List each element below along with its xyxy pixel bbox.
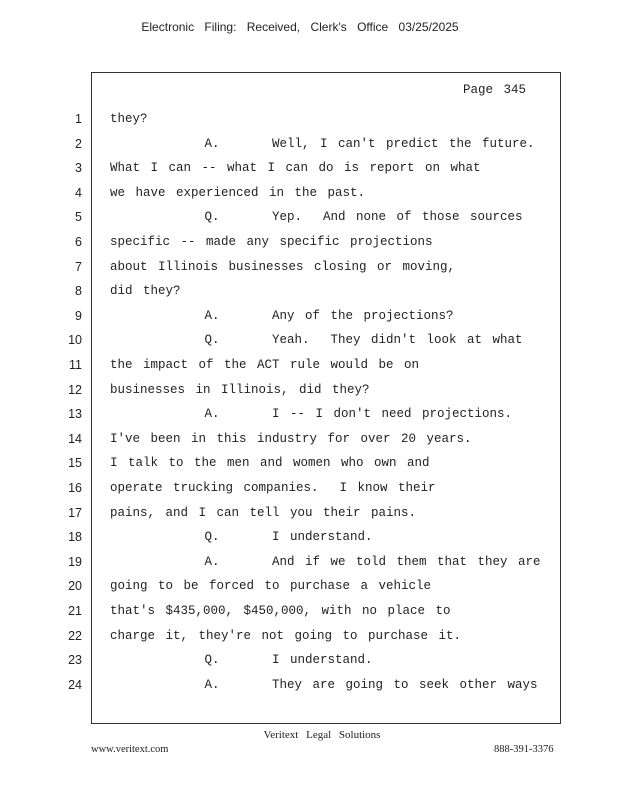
- line-number: 19: [68, 554, 82, 569]
- transcript-line: [0, 481, 618, 501]
- line-text: about Illinois businesses closing or moving,: [110, 259, 456, 274]
- line-number: 10: [68, 333, 82, 348]
- transcript-line: [0, 456, 618, 476]
- transcript-line: [0, 604, 618, 624]
- line-text: operate trucking companies. I know their: [110, 481, 436, 495]
- transcript-line: [0, 210, 618, 230]
- line-text: A. They are going to seek other ways: [110, 677, 538, 692]
- transcript-line: [0, 432, 618, 452]
- line-text: I've been in this industry for over 20 years.: [110, 431, 472, 446]
- line-text: that's $435,000, $450,000, with no place to: [110, 604, 451, 618]
- page-number: Page 345: [463, 83, 527, 97]
- transcript-line: [0, 112, 618, 132]
- line-text: they?: [110, 112, 148, 126]
- transcript-line: [0, 653, 618, 673]
- transcript-line: [0, 309, 618, 329]
- transcript-line: [0, 555, 618, 575]
- line-number: 16: [68, 481, 82, 495]
- transcript-line: [0, 678, 618, 698]
- footer-phone: 888-391-3376: [494, 744, 554, 755]
- line-number: 9: [75, 308, 82, 323]
- line-number: 24: [68, 677, 82, 692]
- line-number: 4: [75, 185, 82, 200]
- footer-website: www.veritext.com: [91, 744, 169, 755]
- transcript-line: [0, 235, 618, 255]
- transcript-line: [0, 358, 618, 378]
- transcript-line: [0, 383, 618, 403]
- transcript-line: [0, 407, 618, 427]
- line-text: A. I -- I don't need projections.: [110, 407, 513, 422]
- line-text: charge it, they're not going to purchase it.: [110, 628, 462, 643]
- line-text: What I can -- what I can do is report on what: [110, 161, 481, 176]
- transcript-line: [0, 333, 618, 353]
- line-number: 17: [68, 505, 82, 520]
- line-text: specific -- made any specific projections: [110, 235, 433, 249]
- line-number: 8: [75, 284, 82, 299]
- transcript-line: [0, 579, 618, 599]
- line-text: Q. I understand.: [110, 530, 373, 545]
- footer-company: Veritext Legal Solutions: [263, 729, 381, 741]
- line-text: we have experienced in the past.: [110, 185, 366, 200]
- line-number: 11: [69, 358, 82, 372]
- line-number: 12: [68, 382, 82, 397]
- line-number: 18: [68, 530, 82, 545]
- line-text: going to be forced to purchase a vehicle: [110, 579, 432, 594]
- line-text: A. Any of the projections?: [110, 308, 454, 323]
- filing-stamp: Electronic Filing: Received, Clerk's Office 03/25/2025: [141, 20, 459, 34]
- line-number: 14: [68, 431, 82, 446]
- transcript-line: [0, 506, 618, 526]
- line-number: 7: [75, 259, 82, 274]
- transcript-line: [0, 284, 618, 304]
- line-text: the impact of the ACT rule would be on: [110, 358, 420, 372]
- transcript-line: [0, 137, 618, 157]
- line-number: 22: [68, 628, 82, 643]
- line-number: 6: [75, 235, 82, 249]
- line-number: 13: [68, 407, 82, 422]
- line-text: did they?: [110, 284, 181, 299]
- line-text: A. And if we told them that they are: [110, 554, 541, 569]
- line-number: 2: [75, 136, 82, 151]
- line-number: 21: [68, 604, 82, 618]
- line-text: pains, and I can tell you their pains.: [110, 505, 417, 520]
- transcript-line: [0, 161, 618, 181]
- transcript-line: [0, 530, 618, 550]
- line-text: A. Well, I can't predict the future.: [110, 136, 535, 151]
- line-text: Q. I understand.: [110, 653, 373, 668]
- line-number: 23: [68, 653, 82, 668]
- transcript-line: [0, 186, 618, 206]
- line-text: Q. Yep. And none of those sources: [110, 210, 523, 225]
- line-text: businesses in Illinois, did they?: [110, 382, 370, 397]
- line-number: 5: [75, 210, 82, 225]
- line-number: 20: [68, 579, 82, 594]
- line-text: I talk to the men and women who own and: [110, 456, 430, 471]
- line-number: 1: [75, 112, 82, 126]
- line-number: 3: [75, 161, 82, 176]
- line-text: Q. Yeah. They didn't look at what: [110, 333, 523, 348]
- line-number: 15: [68, 456, 82, 471]
- transcript-line: [0, 260, 618, 280]
- transcript-line: [0, 629, 618, 649]
